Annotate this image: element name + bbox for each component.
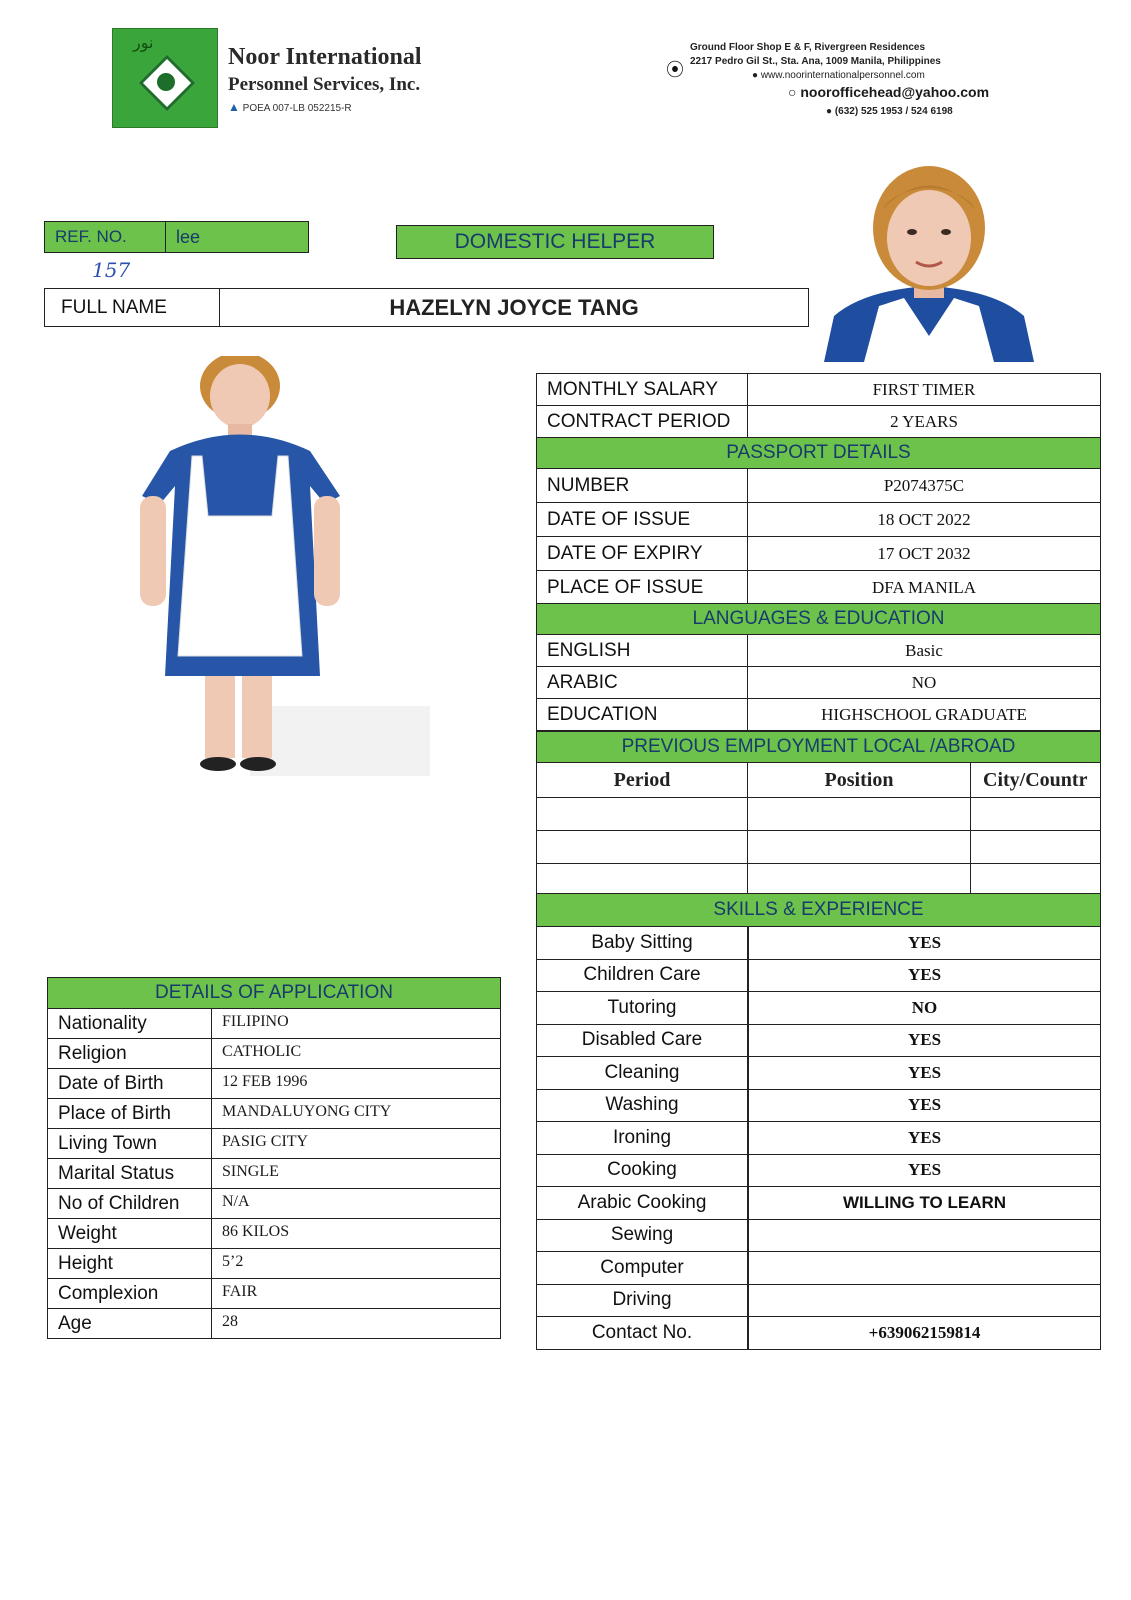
application-value: 12 FEB 1996 <box>222 1073 308 1090</box>
passport-label: NUMBER <box>547 474 630 496</box>
application-label-cell <box>47 1038 212 1069</box>
application-value: FAIR <box>222 1283 258 1300</box>
application-value-cell <box>211 1248 501 1279</box>
email-row <box>788 84 989 100</box>
application-value: 86 KILOS <box>222 1223 290 1240</box>
employment-col-position-label: Position <box>824 768 894 791</box>
passport-value-cell <box>747 468 1101 503</box>
application-value: 5’2 <box>222 1253 244 1270</box>
application-label-cell <box>47 1158 212 1189</box>
skill-value: YES <box>907 1127 942 1147</box>
application-value-cell <box>211 1158 501 1189</box>
skill-label-cell <box>536 1056 748 1090</box>
employment-empty-cell <box>747 863 971 897</box>
company-subname: Personnel Services, Inc. <box>228 74 421 95</box>
license-text: POEA 007-LB 052215-R <box>242 103 352 114</box>
position-title-banner <box>396 225 714 259</box>
application-value-cell <box>211 1218 501 1249</box>
skill-label: Arabic Cooking <box>577 1191 707 1213</box>
skill-value: YES <box>907 965 942 985</box>
application-label: Age <box>58 1312 92 1334</box>
employment-col-city <box>970 762 1101 798</box>
language-label-cell <box>536 634 748 667</box>
ref-label: REF. NO. <box>55 227 127 246</box>
skill-label-cell <box>536 991 748 1025</box>
application-label: Complexion <box>58 1282 159 1304</box>
language-value-cell <box>747 698 1101 731</box>
website-link[interactable]: www.noorinternationalpersonnel.com <box>760 70 925 81</box>
passport-label-cell <box>536 468 748 503</box>
full-name-label: FULL NAME <box>61 296 167 318</box>
application-label-cell <box>47 1308 212 1339</box>
skills-header: SKILLS & EXPERIENCE <box>536 893 1101 927</box>
skill-value-cell <box>748 1089 1101 1123</box>
contract-label: CONTRACT PERIOD <box>547 410 731 432</box>
skill-value-cell <box>748 926 1101 960</box>
skill-value: YES <box>907 1062 942 1082</box>
application-value: PASIG CITY <box>222 1133 309 1150</box>
handwritten-ref: 157 <box>92 258 131 282</box>
skill-label: Sewing <box>610 1224 674 1246</box>
skill-label-cell <box>536 1186 748 1220</box>
passport-label-cell <box>536 570 748 605</box>
application-label: Living Town <box>58 1132 157 1154</box>
passport-value: DFA MANILA <box>871 577 977 597</box>
application-label: Date of Birth <box>58 1072 164 1094</box>
language-value-cell <box>747 634 1101 667</box>
application-label: No of Children <box>58 1192 180 1214</box>
application-value-cell <box>211 1188 501 1219</box>
application-label-cell <box>47 1248 212 1279</box>
application-value: N/A <box>222 1193 250 1210</box>
globe-icon: ● <box>752 70 759 81</box>
employment-col-period <box>536 762 748 798</box>
skill-label-cell <box>536 959 748 993</box>
skill-value-cell <box>748 1186 1101 1220</box>
employment-empty-cell <box>536 797 748 831</box>
salary-value: FIRST TIMER <box>872 379 976 399</box>
language-label: EDUCATION <box>547 703 658 725</box>
skill-value-cell <box>748 1284 1101 1318</box>
skill-value: YES <box>907 1095 942 1115</box>
skill-label-cell <box>536 1284 748 1318</box>
ref-value: lee <box>176 226 201 247</box>
application-value: CATHOLIC <box>222 1043 302 1060</box>
position-title: DOMESTIC HELPER <box>454 230 656 253</box>
address-line-2: 2217 Pedro Gil St., Sta. Ana, 1009 Manila, Philippines <box>690 56 941 67</box>
skill-label: Tutoring <box>607 996 677 1018</box>
skill-label: Computer <box>600 1256 684 1278</box>
skill-label: Contact No. <box>591 1321 693 1343</box>
application-label: Place of Birth <box>58 1102 171 1124</box>
employment-empty-cell <box>970 863 1101 897</box>
language-label: ENGLISH <box>547 639 631 661</box>
application-value-cell <box>211 1098 501 1129</box>
skill-value-cell <box>748 1251 1101 1285</box>
phone-row <box>826 106 1026 117</box>
skill-label-cell <box>536 1089 748 1123</box>
full-body-photo <box>130 356 430 788</box>
employment-empty-cell <box>970 797 1101 831</box>
phone-number: (632) 525 1953 / 524 6198 <box>834 106 953 117</box>
passport-label: PLACE OF ISSUE <box>547 576 704 598</box>
skill-label-cell <box>536 926 748 960</box>
logo-arabic-text: نور <box>133 35 154 52</box>
skill-label-cell <box>536 1219 748 1253</box>
skill-value-cell <box>748 1154 1101 1188</box>
application-value: FILIPINO <box>222 1013 289 1030</box>
headshot-photo <box>824 166 1034 362</box>
skill-value: WILLING TO LEARN <box>842 1192 1007 1212</box>
skill-value: NO <box>911 997 938 1017</box>
salary-value-cell <box>747 373 1101 406</box>
triangle-icon: ▲ <box>228 100 240 114</box>
passport-value: P2074375C <box>883 475 965 495</box>
application-label-cell <box>47 1218 212 1249</box>
application-value-cell <box>211 1278 501 1309</box>
application-value-cell <box>211 1038 501 1069</box>
skill-value-cell <box>748 1121 1101 1155</box>
application-label: Religion <box>58 1042 127 1064</box>
employment-empty-cell <box>747 830 971 864</box>
skill-value-cell <box>748 1024 1101 1058</box>
passport-value-cell <box>747 570 1101 605</box>
application-label-cell <box>47 1098 212 1129</box>
full-name-value: HAZELYN JOYCE TANG <box>389 294 639 320</box>
application-header: DETAILS OF APPLICATION <box>47 977 501 1009</box>
skill-label-cell <box>536 1251 748 1285</box>
language-value: NO <box>911 672 937 692</box>
skill-label: Children Care <box>583 964 701 986</box>
email-icon: ○ <box>788 84 797 100</box>
salary-label: MONTHLY SALARY <box>547 378 719 400</box>
employment-col-city-label: City/Countr <box>983 768 1088 791</box>
email-link[interactable]: noorofficehead@yahoo.com <box>800 84 990 100</box>
ref-label-cell <box>44 221 166 253</box>
skill-value-cell <box>748 1056 1101 1090</box>
language-label: ARABIC <box>547 671 618 693</box>
skill-value: YES <box>907 1030 942 1050</box>
application-value: MANDALUYONG CITY <box>222 1103 392 1120</box>
logo-emblem-center-icon <box>157 73 175 91</box>
passport-label: DATE OF EXPIRY <box>547 542 703 564</box>
skill-value: YES <box>907 1160 942 1180</box>
application-value-cell <box>211 1128 501 1159</box>
employment-col-position <box>747 762 971 798</box>
employment-col-period-label: Period <box>613 768 671 791</box>
application-value: SINGLE <box>222 1163 279 1180</box>
application-value-cell <box>211 1308 501 1339</box>
skill-value-cell <box>748 1219 1101 1253</box>
application-label: Nationality <box>58 1012 147 1034</box>
website-row <box>752 70 1012 81</box>
license-number <box>228 100 352 114</box>
language-value: HIGHSCHOOL GRADUATE <box>821 704 1027 724</box>
skill-label-cell <box>536 1154 748 1188</box>
passport-header: PASSPORT DETAILS <box>536 437 1101 469</box>
application-label-cell <box>47 1278 212 1309</box>
application-label-cell <box>47 1188 212 1219</box>
skill-value: YES <box>907 932 942 952</box>
application-label: Marital Status <box>58 1162 175 1184</box>
application-label-cell <box>47 1068 212 1099</box>
contract-label-cell <box>536 405 748 438</box>
contract-value-cell <box>747 405 1101 438</box>
language-value: Basic <box>905 640 943 660</box>
application-value-cell <box>211 1068 501 1099</box>
passport-value: 18 OCT 2022 <box>877 509 971 529</box>
employment-empty-cell <box>536 863 748 897</box>
employment-empty-cell <box>747 797 971 831</box>
passport-value-cell <box>747 536 1101 571</box>
salary-label-cell <box>536 373 748 406</box>
phone-icon: ● <box>826 106 833 117</box>
skill-label: Baby Sitting <box>591 931 693 953</box>
application-value: 28 <box>222 1313 238 1330</box>
full-name-value-cell <box>219 288 809 327</box>
location-pin-icon: ⦿ <box>666 60 684 80</box>
employment-empty-cell <box>536 830 748 864</box>
company-logo <box>112 28 218 128</box>
passport-label-cell <box>536 536 748 571</box>
skill-value: +639062159814 <box>868 1322 981 1342</box>
passport-label: DATE OF ISSUE <box>547 508 691 530</box>
full-name-label-cell <box>44 288 220 327</box>
ref-value-cell <box>165 221 309 253</box>
employment-empty-cell <box>970 830 1101 864</box>
skill-label: Ironing <box>612 1126 672 1148</box>
skill-label: Cooking <box>607 1159 677 1181</box>
company-name: Noor International <box>228 44 422 70</box>
skill-label: Disabled Care <box>581 1029 703 1051</box>
language-value-cell <box>747 666 1101 699</box>
contract-value: 2 YEARS <box>890 411 958 431</box>
application-label-cell <box>47 1008 212 1039</box>
skill-label-cell <box>536 1121 748 1155</box>
skill-label-cell <box>536 1024 748 1058</box>
employment-header: PREVIOUS EMPLOYMENT LOCAL /ABROAD <box>536 731 1101 763</box>
passport-value: 17 OCT 2032 <box>877 543 971 563</box>
skill-label: Driving <box>612 1289 672 1311</box>
application-value-cell <box>211 1008 501 1039</box>
application-label-cell <box>47 1128 212 1159</box>
languages-header: LANGUAGES & EDUCATION <box>536 603 1101 635</box>
skill-label: Washing <box>605 1094 679 1116</box>
passport-label-cell <box>536 502 748 537</box>
language-label-cell <box>536 666 748 699</box>
skill-label-cell <box>536 1316 748 1350</box>
skill-label: Cleaning <box>604 1061 680 1083</box>
address-line-1: Ground Floor Shop E & F, Rivergreen Residences <box>690 42 926 53</box>
application-label: Weight <box>58 1222 117 1244</box>
skill-value-cell <box>748 959 1101 993</box>
skill-value-cell <box>748 1316 1101 1350</box>
language-label-cell <box>536 698 748 731</box>
passport-value-cell <box>747 502 1101 537</box>
application-label: Height <box>58 1252 113 1274</box>
skill-value-cell <box>748 991 1101 1025</box>
